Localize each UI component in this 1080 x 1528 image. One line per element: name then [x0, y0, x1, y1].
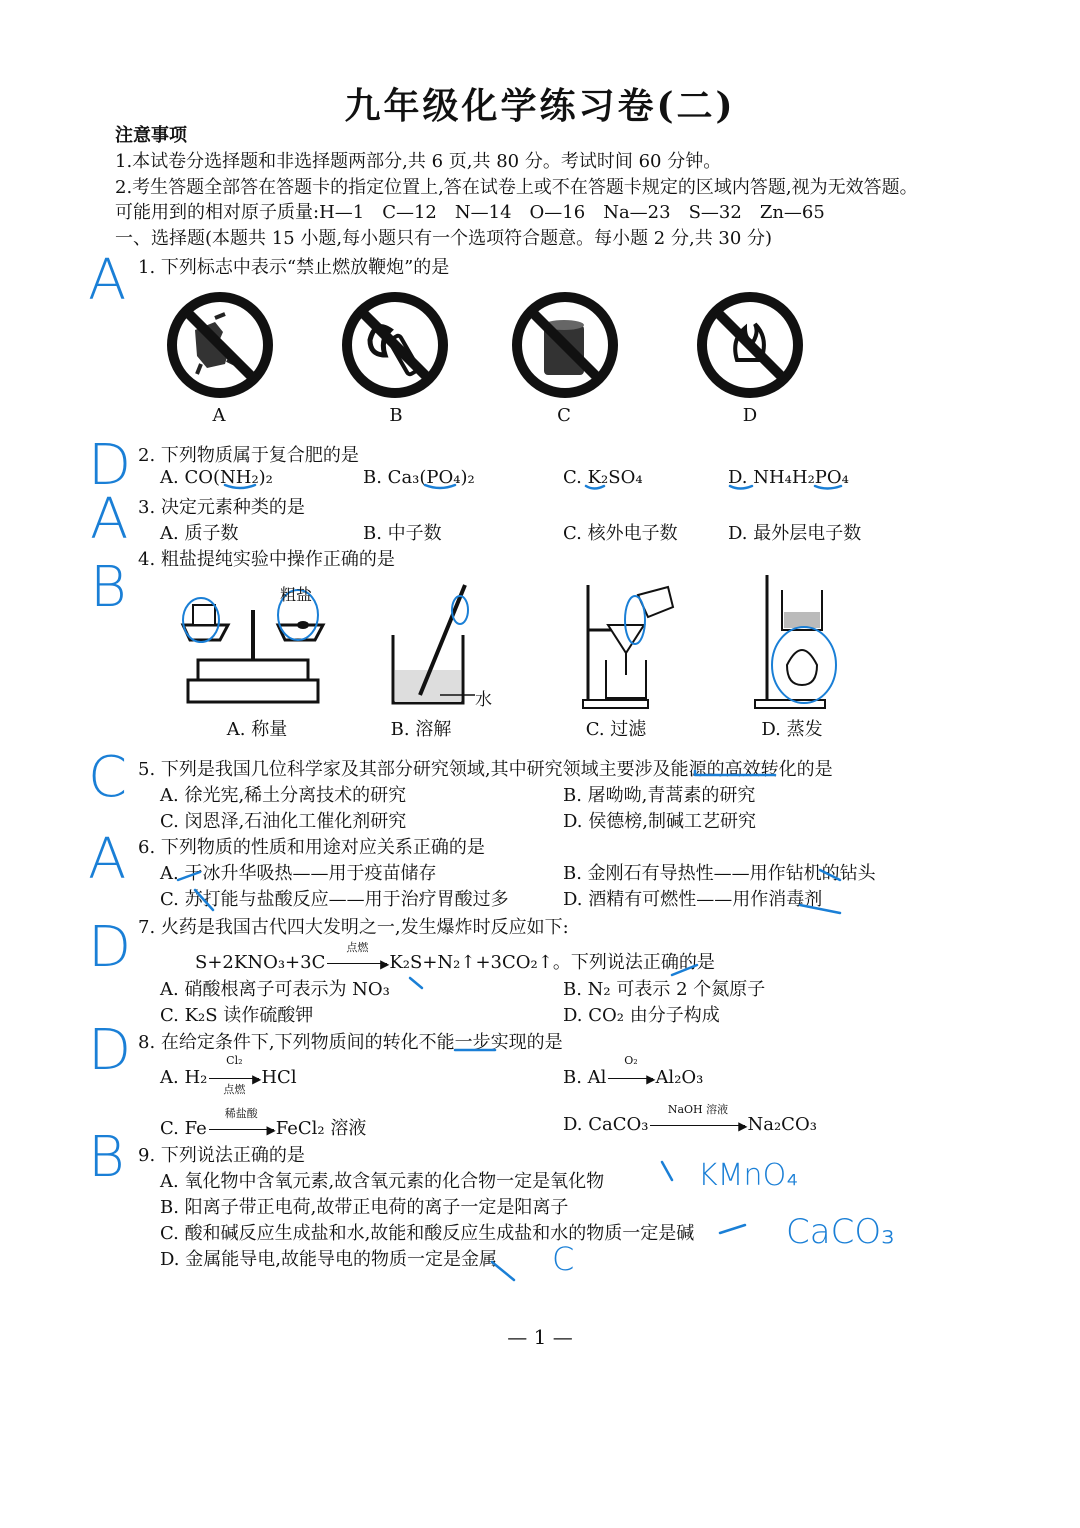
q8-b-reactant: B. Al	[563, 1067, 607, 1088]
q3-option-c: C. 核外电子数	[563, 523, 678, 544]
q8-c-product: FeCl₂ 溶液	[275, 1118, 367, 1139]
q1-label-a: A	[212, 405, 226, 426]
q2-option-b: B. Ca₃(PO₄)₂	[363, 467, 475, 488]
q1-label-d: D	[742, 405, 758, 426]
q8-c-reagent: 稀盐酸	[224, 1107, 258, 1120]
notice-line-2: 2.考生答题全部答在答题卡的指定位置上,答在试卷上或不在答题卡规定的区域内答题,视为无效答题。	[115, 177, 918, 198]
handwritten-answer-3: A	[90, 487, 129, 552]
handwritten-answer-7: D	[88, 915, 132, 980]
q5-option-d: D. 侯德榜,制碱工艺研究	[563, 811, 756, 832]
q2-option-d: D. NH₄H₂PO₄	[728, 467, 849, 488]
q8-a-product: HCl	[261, 1067, 297, 1088]
q8-option-d: D. CaCO₃ NaOH 溶液 ▶ Na₂CO₃	[563, 1103, 817, 1135]
q3-option-a: A. 质子数	[160, 523, 239, 544]
question-2-stem: 2. 下列物质属于复合肥的是	[138, 445, 359, 466]
q4-salt-label: 粗盐	[280, 585, 313, 604]
handwritten-answer-6: A	[88, 827, 127, 892]
question-5-stem: 5. 下列是我国几位科学家及其部分研究领域,其中研究领域主要涉及能源的高效转化的是	[138, 759, 833, 780]
q7-option-a: A. 硝酸根离子可表示为 NO₃	[160, 979, 390, 1000]
q7-equation-left: S+2KNO₃+3C	[195, 952, 326, 973]
section-heading: 一、选择题(本题共 15 小题,每小题只有一个选项符合题意。每小题 2 分,共 30 分)	[115, 228, 773, 249]
atomic-masses: 可能用到的相对原子质量:H—1 C—12 N—14 O—16 Na—23 S—32 Zn—65	[115, 202, 825, 223]
q4-water-label: 水	[475, 690, 492, 710]
q4-caption-a: A. 称量	[226, 719, 288, 740]
q9-option-b: B. 阳离子带正电荷,故带正电荷的离子一定是阳离子	[160, 1197, 569, 1218]
handwritten-answer-1: A	[88, 248, 127, 313]
q8-d-reagent: NaOH 溶液	[667, 1103, 729, 1116]
q6-option-b: B. 金刚石有导热性——用作钻机的钻头	[563, 863, 876, 884]
q8-a-reagent: Cl₂	[226, 1054, 243, 1067]
notice-line-1: 1.本试卷分选择题和非选择题两部分,共 6 页,共 80 分。考试时间 60 分钟。	[115, 151, 722, 172]
q9-option-c: C. 酸和碱反应生成盐和水,故能和酸反应生成盐和水的物质一定是碱	[160, 1223, 695, 1244]
question-8-stem: 8. 在给定条件下,下列物质间的转化不能一步实现的是	[138, 1032, 563, 1053]
handwritten-note-c: C	[552, 1240, 575, 1278]
q7-condition: 点燃	[346, 941, 369, 954]
question-3-stem: 3. 决定元素种类的是	[138, 497, 305, 518]
q2-option-c: C. K₂SO₄	[563, 467, 643, 488]
q9-option-a: A. 氧化物中含氧元素,故含氧元素的化合物一定是氧化物	[160, 1171, 605, 1192]
notice-heading: 注意事项	[115, 125, 187, 146]
q8-b-reagent: O₂	[624, 1054, 638, 1067]
q8-option-a: A. H₂ Cl₂ ▶ 点燃 HCl	[160, 1054, 297, 1096]
q1-label-b: B	[389, 405, 403, 426]
q8-a-condition: 点燃	[223, 1083, 246, 1096]
q3-option-d: D. 最外层电子数	[728, 523, 862, 544]
handwritten-answer-8: D	[88, 1018, 132, 1083]
q8-d-product: Na₂CO₃	[747, 1114, 817, 1135]
q8-option-c: C. Fe 稀盐酸 ▶ FeCl₂ 溶液	[160, 1107, 367, 1139]
page-title: 九年级化学练习卷(二)	[344, 85, 736, 127]
handwritten-answer-2: D	[88, 433, 132, 498]
q1-label-c: C	[557, 405, 571, 426]
q4-caption-b: B. 溶解	[390, 719, 452, 740]
q7-option-c: C. K₂S 读作硫酸钾	[160, 1005, 314, 1026]
handwritten-note-kmno4: KMnO₄	[698, 1158, 799, 1193]
q8-option-b: B. Al O₂ ▶ Al₂O₃	[563, 1054, 704, 1088]
handwritten-answer-5: C	[88, 745, 128, 810]
page-number: — 1 —	[507, 1325, 573, 1349]
question-7-stem: 7. 火药是我国古代四大发明之一,发生爆炸时反应如下:	[138, 917, 569, 938]
q8-d-reactant: D. CaCO₃	[563, 1114, 649, 1135]
q7-equation-right: K₂S+N₂↑+3CO₂↑。下列说法正确的是	[389, 952, 715, 973]
q7-option-b: B. N₂ 可表示 2 个氮原子	[563, 979, 766, 1000]
handwritten-note-caco3: CaCO₃	[786, 1212, 895, 1252]
question-1-stem: 1. 下列标志中表示“禁止燃放鞭炮”的是	[138, 257, 450, 278]
q7-option-d: D. CO₂ 由分子构成	[563, 1005, 720, 1026]
q2-option-a: A. CO(NH₂)₂	[160, 467, 273, 488]
q4-caption-d: D. 蒸发	[761, 719, 823, 740]
q7-reaction-arrow: 点燃 ▶	[327, 953, 387, 973]
q8-a-reactant: A. H₂	[160, 1067, 208, 1088]
q6-option-c: C. 苏打能与盐酸反应——用于治疗胃酸过多	[160, 889, 509, 910]
q9-option-d: D. 金属能导电,故能导电的物质一定是金属	[160, 1249, 497, 1270]
q6-option-d: D. 酒精有可燃性——用作消毒剂	[563, 889, 823, 910]
question-6-stem: 6. 下列物质的性质和用途对应关系正确的是	[138, 837, 485, 858]
q5-option-a: A. 徐光宪,稀土分离技术的研究	[160, 785, 407, 806]
q8-c-reactant: C. Fe	[160, 1118, 207, 1139]
q4-caption-c: C. 过滤	[585, 719, 647, 740]
q6-option-a: A. 干冰升华吸热——用于疫苗储存	[160, 863, 437, 884]
handwritten-answer-9: B	[88, 1125, 125, 1190]
q5-option-b: B. 屠呦呦,青蒿素的研究	[563, 785, 756, 806]
question-4-stem: 4. 粗盐提纯实验中操作正确的是	[138, 549, 395, 570]
question-9-stem: 9. 下列说法正确的是	[138, 1145, 305, 1166]
q3-option-b: B. 中子数	[363, 523, 442, 544]
handwritten-answer-4: B	[90, 555, 127, 620]
q8-b-product: Al₂O₃	[655, 1067, 704, 1088]
q5-option-c: C. 闵恩泽,石油化工催化剂研究	[160, 811, 407, 832]
